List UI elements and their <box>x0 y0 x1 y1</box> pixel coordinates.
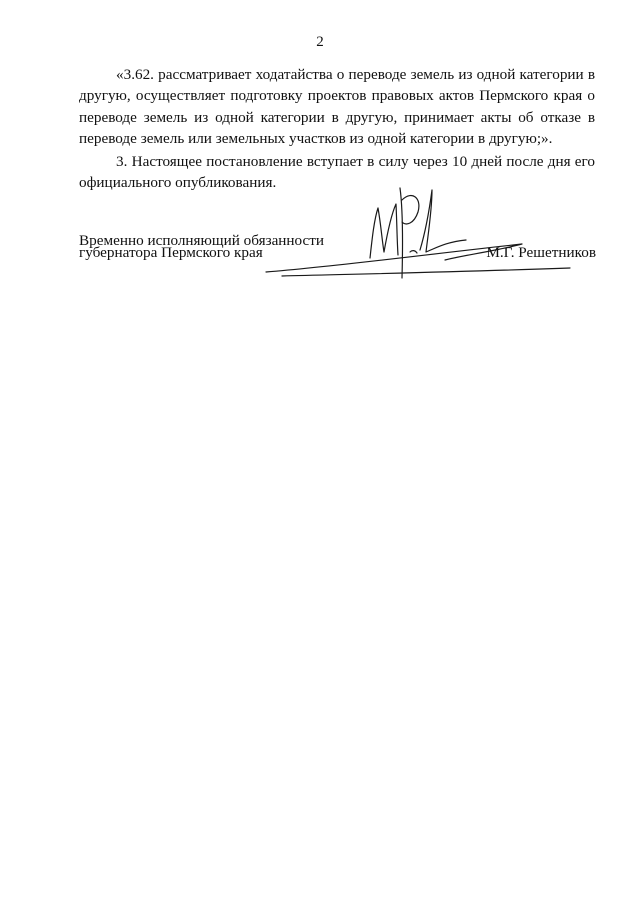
page-number: 2 <box>316 34 324 50</box>
signer-title-line-2: губернатора Пермского края <box>79 244 263 261</box>
signer-title-line-1: Временно исполняющий обязанности <box>79 232 325 249</box>
signature-block <box>79 232 599 292</box>
paragraph-effective-date: 3. Настоящее постановление вступает в силу через 10 дней после дня его официального опубликования. <box>79 153 595 192</box>
signer-name: М.Г. Решетников <box>486 244 596 261</box>
document-body <box>79 64 595 194</box>
paragraph-amendment: «3.62. рассматривает ходатайства о переводе земель из одной категории в другую, осуществляет подготовку проектов правовых актов Пермского края о переводе земель из одной категории в другую, принимает акты об отказе в переводе земель или земельных участков из одной категории в другую;». <box>79 66 595 147</box>
